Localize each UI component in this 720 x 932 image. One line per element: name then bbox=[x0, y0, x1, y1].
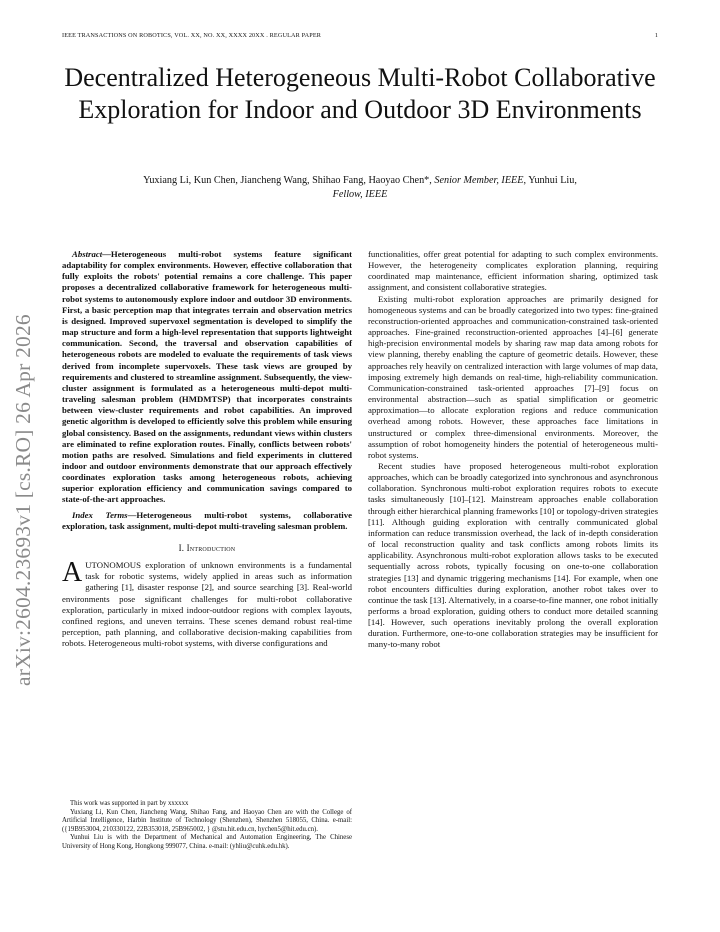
section-title: Introduction bbox=[186, 542, 236, 553]
abstract-text: —Heterogeneous multi-robot systems feature significant adaptability for complex environments. However, effective collaboration that fully exploits the robots' potential remains a core challenge. This paper proposes a decentralized collaborative framework for heterogeneous multi-robot systems to autonomously explore indoor and outdoor 3D environments. First, a basic perception map that integrates terrain and observation metrics is designed. Improved supervoxel segmentation is developed to simplify the map structure and form a high-level representation that supports lightweight communication. Second, the traversal and observation capabilities of heterogeneous robots are modeled to evaluate the requirements of task views derived from incomplete supervoxels. These task views are grouped by requirements and clustered to streamline assignment. Subsequently, the view-cluster assignment is formulated as a heterogeneous multi-depot multi-traveling salesman problem (HMDMTSP) that incorporates constraints between view-cluster requirements and robot capabilities. An improved genetic algorithm is developed to efficiently solve this problem while ensuring global consistency. Based on the assignments, redundant views within clusters are eliminated to refine exploration routes. Finally, conflicts between robots' motion paths are resolved. Simulations and field experiments in cluttered indoor and outdoor environments demonstrate that our approach effectively coordinates exploration tasks among heterogeneous robots, achieving superior exploration efficiency and communication savings compared to state-of-the-art approaches. bbox=[62, 249, 352, 505]
footnote-affiliation-1: Yuxiang Li, Kun Chen, Jiancheng Wang, Shihao Fang, and Haoyao Chen are with the College of Artificial Intelligence, Harbin Institute of Technology (Shenzhen), Shenzhen 518055, China. e-mail: ({19B953004, 210330122, 22B353018, 25B965002, } @stu.hit.edu.cn, hychen5@hit.edu.cn). bbox=[62, 808, 352, 833]
footnote-affiliation-2: Yunhui Liu is with the Department of Mechanical and Automation Engineering, The Chinese University of Hong Kong, Hongkong 999077, China. e-mail: (yhliu@cuhk.edu.hk). bbox=[62, 834, 352, 850]
author-list bbox=[70, 174, 650, 201]
right-column bbox=[368, 249, 658, 651]
running-header bbox=[62, 32, 658, 42]
footnotes bbox=[62, 800, 352, 852]
author-names: Yuxiang Li, Kun Chen, Jiancheng Wang, Shihao Fang, Haoyao Chen*, bbox=[143, 175, 432, 186]
section-heading-introduction bbox=[62, 543, 352, 554]
intro-paragraph-1 bbox=[62, 557, 352, 649]
page-number: 1 bbox=[654, 32, 658, 39]
left-column bbox=[62, 249, 352, 649]
intro-paragraph-2: Existing multi-robot exploration approaches are primarily designed for homogeneous systems and can be broadly categorized into two types: fine-grained reconstruction-oriented approaches and communication-constrained task-oriented approaches. Fine-grained reconstruction-oriented approaches [4]–[6] generate high-precision environmental models by sharing raw map data among robots for view planning, thereby enabling the capture of geometric details. However, these approaches rely heavily on centralized interaction with large volumes of map data, imposing extremely high demands on real-time, high-reliability communication. Communication-constrained task-oriented approaches [7]–[9] focus on environmental abstraction—such as spatial simplification or geometric approximation—to allocate exploration regions and reduce communication overhead among robots. However, these approaches face limitations in unstructured or complex three-dimensional environments. Moreover, the assumption of robot homogeneity hinders the potential of heterogeneous multi-robot systems. bbox=[368, 293, 658, 460]
author-senior-member: Senior Member, IEEE bbox=[434, 175, 524, 186]
intro-lead-word: UTONOMOUS bbox=[85, 560, 141, 571]
index-terms-text: —Heterogeneous multi-robot systems, collaborative exploration, task assignment, multi-depot multi-traveling salesman problem. bbox=[62, 509, 352, 531]
section-number: I. bbox=[178, 542, 187, 553]
abstract-label: Abstract bbox=[72, 249, 103, 259]
intro-paragraph-3: Recent studies have proposed heterogeneous multi-robot exploration approaches, which can be broadly categorized into synchronous and asynchronous collaboration. Synchronous multi-robot exploration requires robots to execute tasks simultaneously [10]–[12]. Mainstream approaches enable collaboration through either hierarchical planning frameworks [10] or topology-driven strategies [11]. Although guiding exploration with centrally communicated global information can reduce transmission overhead, the lack of in-depth consideration of local reconstruction quality and task conflicts among robots limits its applicability. Asynchronous multi-robot exploration allows tasks to be executed sequentially across robots, typically focusing on one-to-one collaboration strategies [13] and dynamic triggering mechanisms [14]. For example, when one robot encounters difficulties during exploration, another robot takes over to continue the task [13]. Alternatively, in a coarse-to-fine manner, one robot initially performs a broad exploration, guiding others to conduct more detailed scanning [14]. However, such operations inevitably prolong the overall exploration duration. Furthermore, one-to-one collaboration strategies may be insufficient for many-to-many robot bbox=[368, 460, 658, 650]
arxiv-identifier: arXiv:2604.23693v1 [cs.RO] 26 Apr 2026 bbox=[11, 314, 35, 686]
author-fellow: Fellow, IEEE bbox=[332, 188, 388, 200]
journal-name: IEEE TRANSACTIONS ON ROBOTICS, VOL. XX, NO. XX, XXXX 20XX . REGULAR PAPER bbox=[62, 32, 322, 39]
author-names-2: , Yunhui Liu, bbox=[523, 175, 577, 186]
intro-paragraph-1-continued: functionalities, offer great potential for adapting to such complex environments. However, the heterogeneity complicates exploration planning, requiring coordinated map maintenance, efficient information sharing, optimized task assignment, and consistent collaborative strategies. bbox=[368, 249, 658, 293]
footnote-funding: This work was supported in part by xxxxxx bbox=[70, 800, 189, 807]
index-terms-label: Index Terms bbox=[72, 509, 128, 520]
index-terms bbox=[62, 510, 352, 532]
drop-cap: A bbox=[62, 557, 83, 589]
intro-paragraph-1-text: exploration of unknown environments is a fundamental task for robotic systems, widely applied in areas such as information gathering [1], disaster response [2], and source searching [3]. Real-world environments pose significant challenges for multi-robot collaborative exploration, particularly in mixed indoor-outdoor regions with complex layouts, confined regions, and uneven terrains. These scenes demand robust real-time perception, path planning, and collaborative decision-making capabilities from robots. Heterogeneous multi-robot systems, with diverse configurations and bbox=[62, 560, 352, 649]
abstract bbox=[62, 249, 352, 506]
paper-title: Decentralized Heterogeneous Multi-Robot Collaborative Exploration for Indoor and Outdoor 3D Environments bbox=[64, 63, 656, 124]
